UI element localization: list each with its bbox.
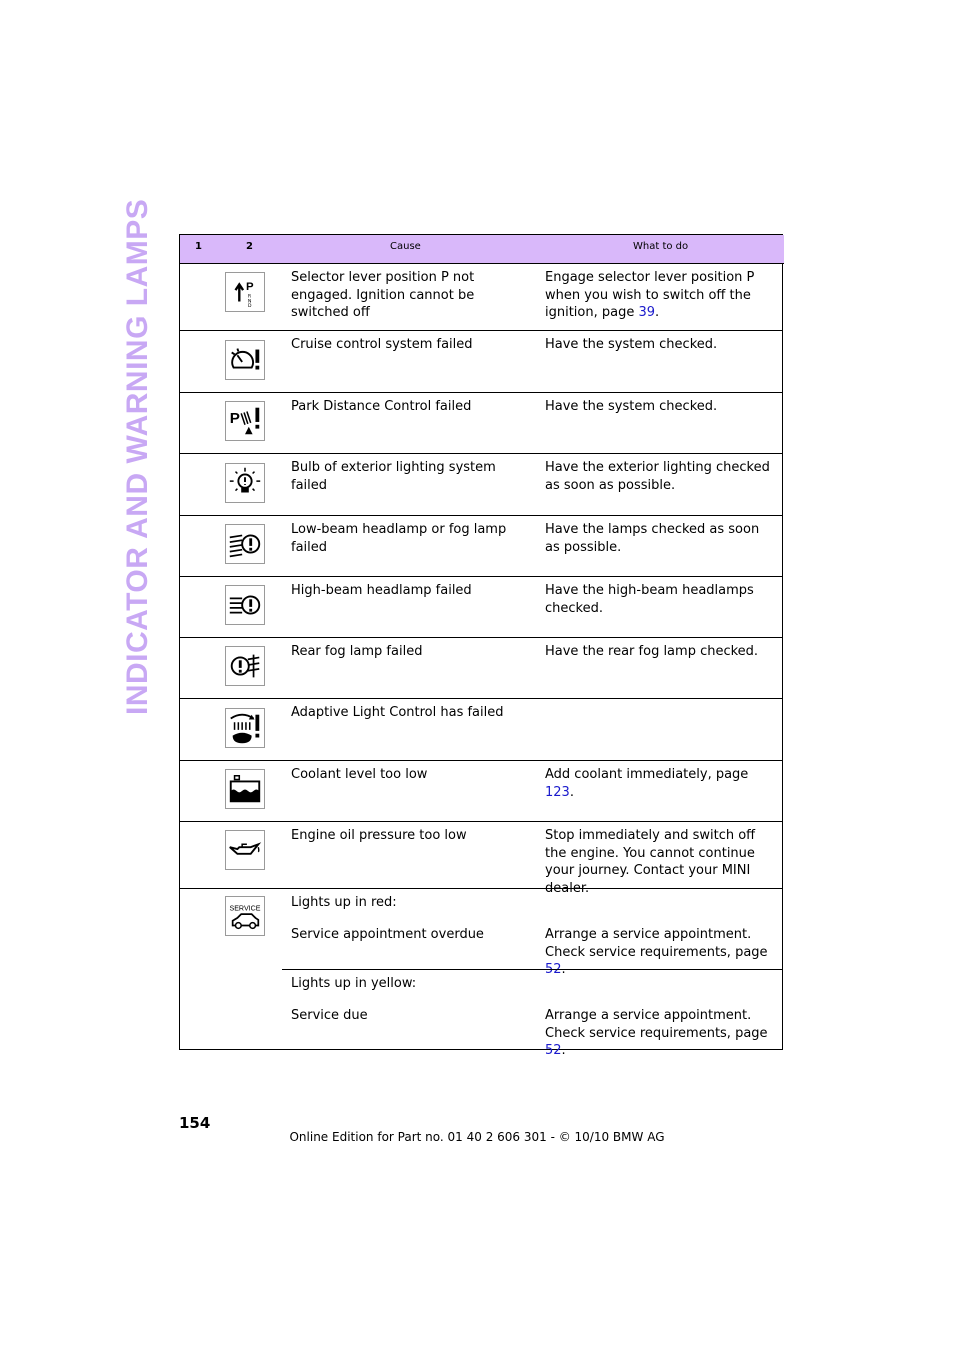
table-row — [180, 822, 782, 896]
table-row — [180, 761, 782, 822]
row-cause: Engine oil pressure too low — [291, 828, 467, 843]
row-cause: Cruise control system failed — [291, 337, 473, 352]
service-icon-text: SERVICE — [229, 904, 261, 913]
row-what-to-do: Stop immediately and switch off the engine. You cannot continue your journey. Contact your MINI dealer. — [545, 828, 756, 896]
header-cause: Cause — [390, 241, 421, 252]
low-beam-fog-lamp-warning-icon — [225, 524, 265, 564]
table-row-service — [180, 889, 782, 1058]
row-cause: Park Distance Control failed — [291, 399, 472, 414]
row-what-to-do: Have the rear fog lamp checked. — [545, 644, 759, 659]
row-cause: Adaptive Light Control has failed — [291, 705, 504, 720]
row-what-to-do: Have the system checked. — [545, 337, 718, 352]
service-yellow-label: Lights up in yellow: — [291, 976, 417, 991]
rear-fog-lamp-warning-icon — [225, 646, 265, 686]
section-side-title: INDICATOR AND WARNING LAMPS — [121, 198, 154, 715]
service-red-cause: Service appointment overdue — [291, 927, 484, 942]
row-cause: Selector lever position P not engaged. Ignition cannot be switched off — [291, 270, 475, 320]
row-cause: Bulb of exterior lighting system failed — [291, 460, 496, 493]
page-link[interactable]: 123 — [545, 784, 570, 800]
row-what-to-do: Have the exterior lighting checked as soon as possible. — [545, 460, 770, 493]
table-row — [180, 393, 782, 454]
table-row — [180, 638, 782, 699]
header-what-to-do: What to do — [633, 241, 689, 252]
table-row — [180, 577, 782, 638]
selector-lever-p-icon — [225, 272, 265, 312]
svg-text:P: P — [229, 409, 240, 427]
row-what-to-do: Have the lamps checked as soon as possible. — [545, 522, 760, 555]
coolant-level-icon — [225, 769, 265, 809]
table-row — [180, 699, 782, 761]
row-what-to-do: Have the system checked. — [545, 399, 718, 414]
table-header — [180, 235, 784, 264]
warning-lamps-table — [179, 234, 783, 1058]
header-col-1: 1 — [195, 241, 202, 252]
row-cause: Rear fog lamp failed — [291, 644, 423, 659]
row-cause: Low-beam headlamp or fog lamp failed — [291, 522, 507, 555]
svg-text:D: D — [247, 304, 252, 310]
footer-text: Online Edition for Part no. 01 40 2 606 301 - © 10/10 BMW AG — [289, 1130, 665, 1144]
row-cause: Coolant level too low — [291, 767, 428, 782]
cruise-control-warning-icon — [225, 340, 265, 380]
table-row — [180, 454, 782, 516]
oil-pressure-icon — [225, 830, 265, 870]
table-row — [180, 516, 782, 577]
service-yellow-cause: Service due — [291, 1008, 368, 1023]
page-number: 154 — [179, 1114, 211, 1132]
table-row — [180, 331, 782, 393]
row-cause: High-beam headlamp failed — [291, 583, 472, 598]
svg-text:P: P — [245, 281, 254, 294]
service-car-icon — [225, 896, 265, 936]
page-link[interactable]: 52 — [545, 1043, 562, 1058]
service-yellow-what-to-do: Arrange a service appointment. Check service requirements, page 52. — [545, 1008, 768, 1058]
row-what-to-do: Engage selector lever position P when you wish to switch off the ignition, page 39. — [545, 270, 755, 320]
svg-text:R: R — [247, 294, 252, 300]
page-link[interactable]: 39 — [638, 305, 656, 320]
high-beam-warning-icon — [225, 585, 265, 625]
service-red-label: Lights up in red: — [291, 895, 397, 910]
row-what-to-do: Add coolant immediately, page 123. — [545, 767, 749, 800]
service-red-what-to-do: Arrange a service appointment. Check service requirements, page 52. — [545, 927, 768, 977]
page-link[interactable]: 52 — [545, 962, 562, 977]
header-col-2: 2 — [246, 241, 253, 252]
row-what-to-do: Have the high-beam headlamps checked. — [545, 583, 754, 616]
adaptive-light-warning-icon — [225, 708, 265, 748]
table-row — [180, 264, 782, 331]
park-distance-control-warning-icon — [225, 401, 265, 441]
exterior-bulb-warning-icon — [225, 463, 265, 503]
svg-text:N: N — [247, 299, 252, 305]
service-divider — [282, 969, 782, 970]
